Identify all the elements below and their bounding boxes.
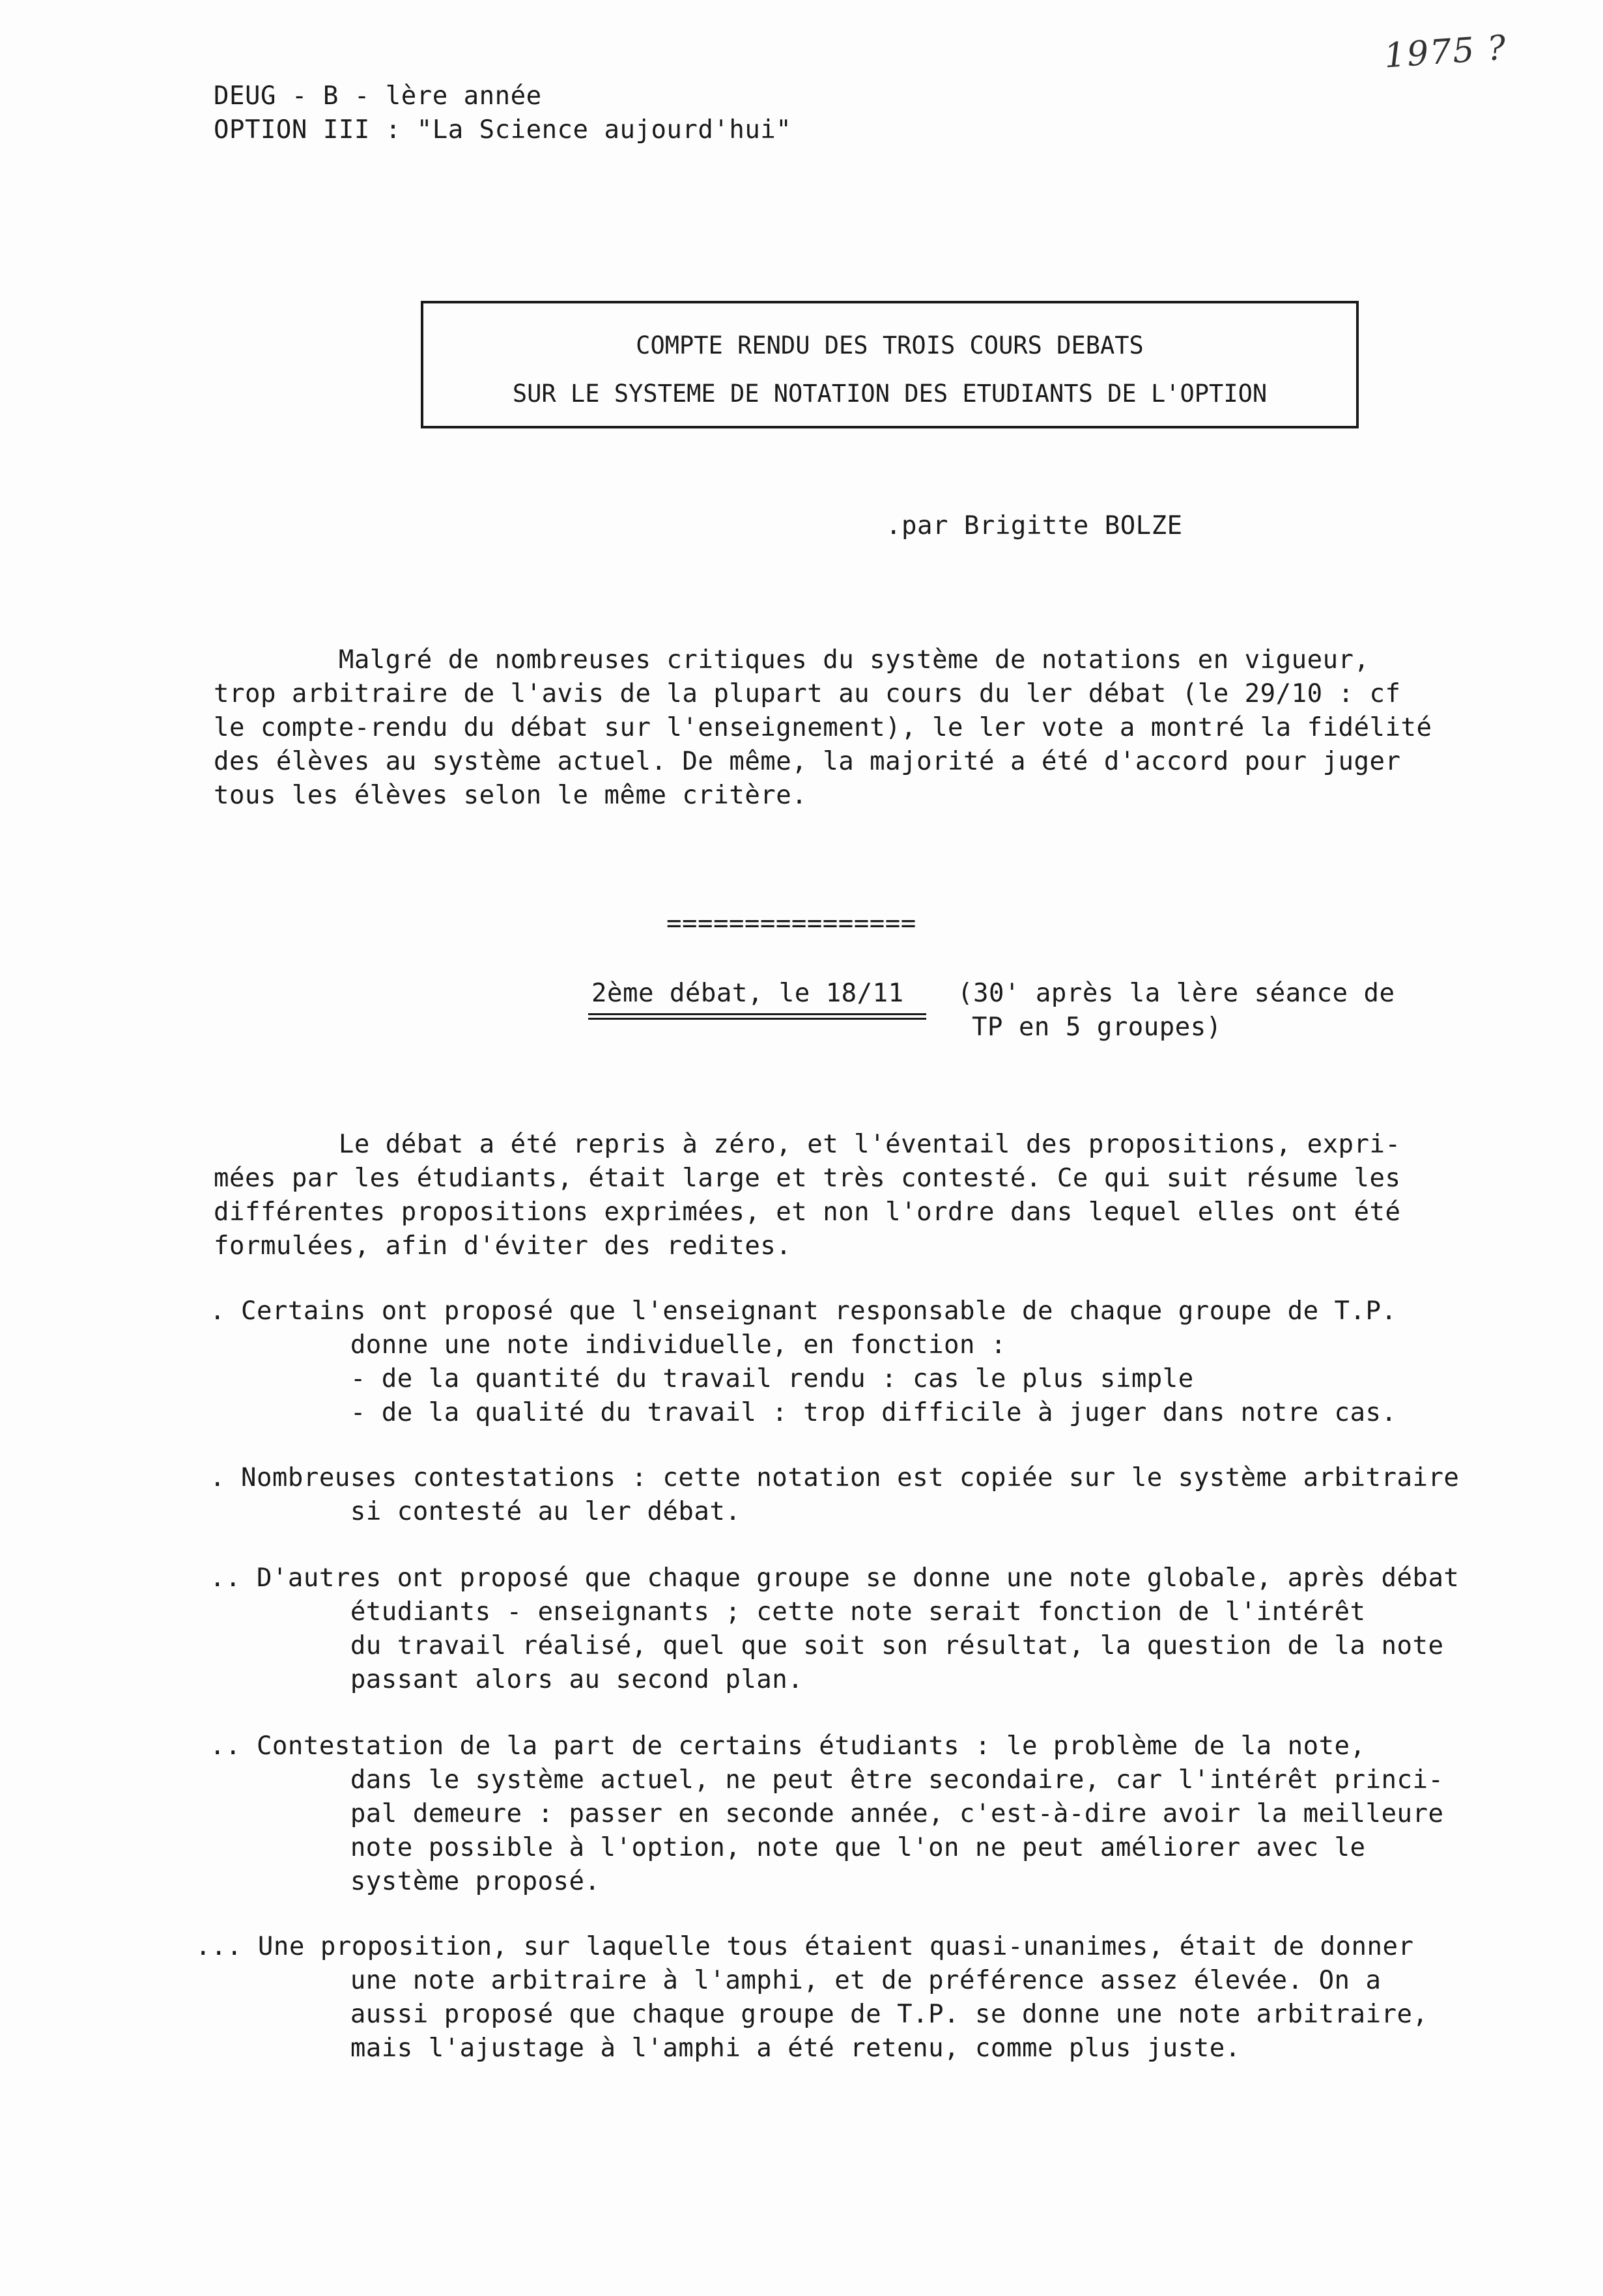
handwritten-year-annotation: 1975 ? [1383,28,1509,76]
proposal-line: .. D'autres ont proposé que chaque groupe se donne une note globale, après débat [210,1563,1460,1593]
proposal-line: pal demeure : passer en seconde année, c'est-à-dire avoir la meilleure [210,1799,1444,1828]
proposal-line: dans le système actuel, ne peut être secondaire, car l'intérêt princi- [210,1765,1444,1795]
proposal-line: . Certains ont proposé que l'enseignant responsable de chaque groupe de T.P. [210,1296,1397,1326]
proposal-line: une note arbitraire à l'amphi, et de préférence assez élevée. On a [210,1966,1382,1995]
proposal-line: ... Une proposition, sur laquelle tous étaient quasi-unanimes, était de donner [195,1932,1414,1961]
title-line-1: COMPTE RENDU DES TROIS COURS DEBATS [636,331,1144,359]
heading-underline [588,1013,926,1015]
proposal-line: note possible à l'option, note que l'on ne peut améliorer avec le [210,1833,1366,1862]
proposal-line: passant alors au second plan. [210,1665,804,1694]
proposal-line: système proposé. [210,1867,601,1896]
intro-line: tous les élèves selon le même critère. [214,781,808,810]
intro-line: Malgré de nombreuses critiques du système de notations en vigueur, [214,645,1370,675]
proposal-line: . Nombreuses contestations : cette notation est copiée sur le système arbitraire [210,1463,1460,1492]
proposal-line: étudiants - enseignants ; cette note serait fonction de l'intérêt [210,1597,1366,1627]
header-option: OPTION III : "La Science aujourd'hui" [214,115,792,145]
proposal-line: du travail réalisé, quel que soit son résultat, la question de la note [210,1631,1444,1660]
debate-heading: 2ème débat, le 18/11 [591,979,904,1008]
title-line-2: SUR LE SYSTEME DE NOTATION DES ETUDIANTS DE L'OPTION [512,380,1268,408]
author-line: .par Brigitte BOLZE [886,511,1183,540]
proposal-line: .. Contestation de la part de certains étudiants : le problème de la note, [210,1731,1366,1761]
body-line: différentes propositions exprimées, et non l'ordre dans lequel elles ont été [214,1197,1401,1227]
heading-underline [588,1018,926,1020]
body-line: formulées, afin d'éviter des redites. [214,1231,792,1261]
body-line: Le débat a été repris à zéro, et l'éventail des propositions, expri- [214,1130,1401,1159]
proposal-line: aussi proposé que chaque groupe de T.P. se donne une note arbitraire, [210,2000,1428,2029]
header-course: DEUG - B - lère année [214,81,542,111]
proposal-line: donne une note individuelle, en fonction : [210,1330,1006,1360]
intro-line: le compte-rendu du débat sur l'enseignement), le ler vote a montré la fidélité [214,713,1432,742]
debate-note: (30' après la lère séance de [958,979,1395,1008]
title-box [421,301,1359,428]
intro-line: trop arbitraire de l'avis de la plupart au cours du ler débat (le 29/10 : cf [214,679,1401,708]
proposal-line: - de la quantité du travail rendu : cas le plus simple [210,1364,1194,1393]
proposal-line: mais l'ajustage à l'amphi a été retenu, comme plus juste. [210,2034,1241,2063]
body-line: mées par les étudiants, était large et très contesté. Ce qui suit résume les [214,1164,1401,1193]
proposal-line: - de la qualité du travail : trop difficile à juger dans notre cas. [210,1398,1397,1427]
proposal-line: si contesté au ler débat. [210,1497,741,1526]
intro-line: des élèves au système actuel. De même, la majorité a été d'accord pour juger [214,747,1401,776]
section-separator: ================ [666,909,916,938]
debate-note: TP en 5 groupes) [972,1013,1222,1042]
